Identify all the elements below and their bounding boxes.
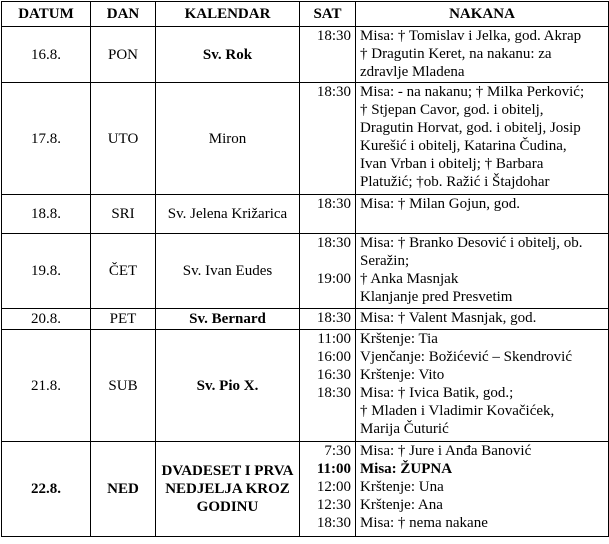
intention-line: Misa: † Jure i Anđa Banović (360, 443, 532, 459)
intention-line: Krštenje: Ana (360, 497, 443, 513)
intention-line: Krštenje: Vito (360, 367, 445, 383)
calendar-cell: Sv. Bernard (156, 309, 300, 330)
time-cell (300, 309, 356, 330)
intention-line: Misa: † nema nakane (360, 515, 488, 531)
header-dan: DAN (91, 2, 156, 27)
intention-cell (356, 330, 609, 442)
calendar-cell: Sv. Jelena Križarica (156, 195, 300, 234)
intention-line: zdravlje Mladena (360, 64, 465, 80)
intention-cell (356, 234, 609, 309)
date-cell: 20.8. (2, 309, 91, 330)
intention-line: Vjenčanje: Božićević – Skendrović (360, 349, 573, 365)
day-cell: SUB (91, 330, 156, 442)
table-row (2, 442, 609, 537)
time-entry: 11:00 (317, 331, 351, 347)
intention-line: Misa: † Tomislav i Jelka, god. Akrap (360, 28, 582, 44)
time-entry: 18:30 (316, 84, 351, 100)
time-cell (300, 234, 356, 309)
time-entry: 7:30 (324, 443, 351, 459)
time-entry: 18:30 (316, 196, 351, 212)
mass-schedule-table (1, 1, 609, 537)
time-entry: 12:30 (316, 497, 351, 513)
intention-line: † Anka Masnjak (360, 271, 459, 287)
time-entry: 18:30 (316, 235, 351, 251)
day-cell: SRI (91, 195, 156, 234)
time-entry: 19:00 (316, 271, 351, 287)
intention-line: † Stjepan Cavor, god. i obitelj, (360, 102, 544, 118)
intention-line: Dragutin Horvat, god. i obitelj, Josip (360, 120, 581, 136)
calendar-cell: DVADESET I PRVA NEDJELJA KROZ GODINU (156, 442, 300, 537)
day-cell: ČET (91, 234, 156, 309)
time-entry: 18:30 (316, 385, 351, 401)
table-row (2, 330, 609, 442)
table-row (2, 195, 609, 234)
time-entry: 18:30 (316, 28, 351, 44)
time-entry: 16:00 (316, 349, 351, 365)
table-row (2, 234, 609, 309)
date-cell: 16.8. (2, 27, 91, 83)
intention-cell (356, 195, 609, 234)
time-entry: 18:30 (316, 310, 351, 326)
time-cell (300, 27, 356, 83)
time-entry: 16:30 (316, 367, 351, 383)
table-row (2, 83, 609, 195)
calendar-cell: Miron (156, 83, 300, 195)
time-entry: 12:00 (316, 479, 351, 495)
time-cell (300, 330, 356, 442)
intention-line: † Dragutin Keret, na nakanu: za (360, 46, 552, 62)
intention-cell (356, 309, 609, 330)
intention-line: Klanjanje pred Presvetim (360, 289, 513, 305)
calendar-cell: Sv. Rok (156, 27, 300, 83)
calendar-cell: Sv. Ivan Eudes (156, 234, 300, 309)
intention-line: Misa: † Milan Gojun, god. (360, 196, 520, 212)
intention-line: Marija Čuturić (360, 421, 449, 437)
time-cell (300, 195, 356, 234)
header-kalendar: KALENDAR (156, 2, 300, 27)
intention-line: Seražin; (360, 253, 410, 269)
intention-cell (356, 83, 609, 195)
date-cell: 21.8. (2, 330, 91, 442)
intention-line: Ivan Vrban i obitelj; † Barbara (360, 156, 544, 172)
intention-line: Platužić; †ob. Ražić i Štajdohar (360, 174, 550, 190)
header-row (2, 2, 609, 27)
calendar-cell: Sv. Pio X. (156, 330, 300, 442)
intention-line: Krštenje: Tia (360, 331, 438, 347)
date-cell: 19.8. (2, 234, 91, 309)
intention-line: Kurešić i obitelj, Katarina Čudina, (360, 138, 567, 154)
header-sat: SAT (300, 2, 356, 27)
header-nakana: NAKANA (356, 2, 609, 27)
intention-line: Krštenje: Una (360, 479, 444, 495)
time-entry: 18:30 (316, 515, 351, 531)
date-cell: 22.8. (2, 442, 91, 537)
intention-cell (356, 442, 609, 537)
time-cell (300, 83, 356, 195)
day-cell: PON (91, 27, 156, 83)
intention-line: Misa: - na nakanu; † Milka Perković; (360, 84, 585, 100)
time-entry: 11:00 (316, 461, 351, 477)
intention-line: Misa: † Branko Desović i obitelj, ob. (360, 235, 583, 251)
intention-line: Misa: ŽUPNA (360, 461, 453, 477)
day-cell: NED (91, 442, 156, 537)
date-cell: 18.8. (2, 195, 91, 234)
header-datum: DATUM (2, 2, 91, 27)
intention-line: Misa: † Ivica Batik, god.; (360, 385, 514, 401)
day-cell: PET (91, 309, 156, 330)
time-cell (300, 442, 356, 537)
intention-line: † Mladen i Vladimir Kovačićek, (360, 403, 555, 419)
table-row (2, 27, 609, 83)
intention-cell (356, 27, 609, 83)
day-cell: UTO (91, 83, 156, 195)
date-cell: 17.8. (2, 83, 91, 195)
table-row (2, 309, 609, 330)
intention-line: Misa: † Valent Masnjak, god. (360, 310, 537, 326)
